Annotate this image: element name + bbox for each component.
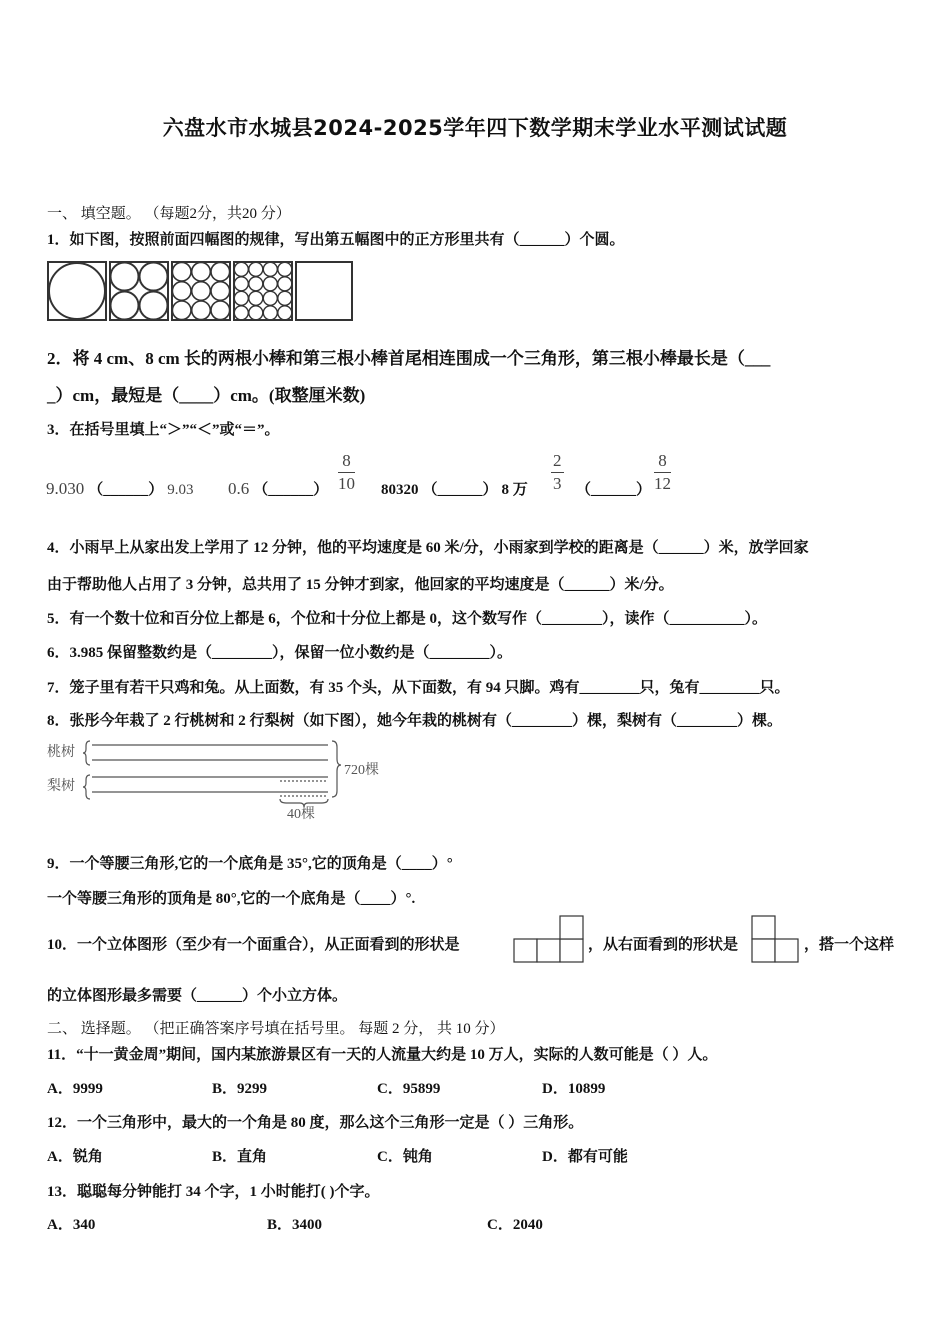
compare-1-left: 9.030 xyxy=(46,479,85,498)
fraction-8-12 xyxy=(654,450,671,495)
question-9-line-2: 一个等腰三角形的顶角是 80°,它的一个底角是（____）°. xyxy=(47,891,416,907)
question-13: 13．聪聪每分钟能打 34 个字，1 小时能打( )个字。 xyxy=(47,1184,380,1200)
question-10-line-2: 的立体图形最多需要（______）个小立方体。 xyxy=(47,988,348,1004)
compare-2-left: 0.6 xyxy=(228,479,250,498)
question-2-line-2: _）cm，最短是（____）cm。(取整厘米数) xyxy=(47,386,366,405)
tree-rows-diagram xyxy=(80,737,350,807)
question-7: 7．笼子里有若干只鸡和兔。从上面数，有 35 个头，从下面数，有 94 只脚。鸡有________只，兔有________只。 xyxy=(47,680,790,696)
compare-1 xyxy=(46,478,194,499)
question-10-part-1: 10．一个立体图形（至少有一个面重合），从正面看到的形状是 xyxy=(47,937,460,953)
question-3: 3．在括号里填上“＞”“＜”或“＝”。 xyxy=(47,422,280,438)
q12-option-c: C．钝角 xyxy=(377,1149,433,1165)
q12-option-a: A．锐角 xyxy=(47,1149,103,1165)
compare-2-blank: （______） xyxy=(253,482,329,498)
fraction-numerator: 2 xyxy=(551,450,564,473)
q12-option-d: D．都有可能 xyxy=(542,1149,628,1165)
square-2 xyxy=(110,262,168,320)
fraction-8-10 xyxy=(338,450,355,495)
fraction-2-3 xyxy=(551,450,564,495)
square-2-circle xyxy=(140,292,168,320)
section-1-heading: 一、 填空题。 （每题2分，共20 分） xyxy=(47,206,291,222)
q11-option-c: C．95899 xyxy=(377,1081,441,1097)
q11-option-d: D．10899 xyxy=(542,1081,606,1097)
question-6: 6．3.985 保留整数约是（________），保留一位小数约是（________）。 xyxy=(47,645,513,661)
question-1: 1．如下图，按照前面四幅图的规律，写出第五幅图中的正方形里共有（______）个圆。 xyxy=(47,232,625,248)
question-4-line-2: 由于帮助他人占用了 3 分钟，总共用了 15 分钟才到家，他回家的平均速度是（______）米/分。 xyxy=(47,577,674,593)
peach-brace xyxy=(83,741,90,765)
q11-option-a: A．9999 xyxy=(47,1081,103,1097)
question-12: 12．一个三角形中，最大的一个角是 80 度，那么这个三角形一定是（ ）三角形。 xyxy=(47,1115,584,1131)
square-5-empty xyxy=(296,262,352,320)
label-pear-trees: 梨树 xyxy=(47,778,75,794)
fraction-denominator: 12 xyxy=(654,474,671,493)
fraction-numerator: 8 xyxy=(338,450,355,473)
fraction-denominator: 10 xyxy=(338,474,355,493)
question-10-part-3: ，搭一个这样 xyxy=(804,937,895,953)
compare-3-right: 8 万 xyxy=(501,482,528,498)
pear-brace xyxy=(83,775,90,799)
square-2-circle xyxy=(140,263,168,291)
square-2-circle xyxy=(111,292,139,320)
compare-3 xyxy=(381,478,528,499)
fraction-denominator: 3 xyxy=(553,474,562,493)
compare-1-blank: （______） xyxy=(88,482,164,498)
q12-option-b: B．直角 xyxy=(212,1149,268,1165)
compare-1-right: 9.03 xyxy=(167,482,194,498)
label-peach-trees: 桃树 xyxy=(47,744,75,760)
fraction-numerator: 8 xyxy=(654,450,671,473)
question-9-line-1: 9．一个等腰三角形,它的一个底角是 35°,它的顶角是（____）° xyxy=(47,856,453,872)
total-brace xyxy=(332,741,341,797)
difference-40-label: 40棵 xyxy=(287,807,315,822)
q13-option-c: C．2040 xyxy=(487,1217,543,1233)
compare-3-blank: （______） xyxy=(422,482,498,498)
circle-pattern-figure xyxy=(46,261,356,323)
square-3 xyxy=(172,262,230,320)
question-2-line-1: 2．将 4 cm、8 cm 长的两根小棒和第三根小棒首尾相连围成一个三角形，第三根小棒最长是（___ xyxy=(47,349,771,368)
page-title: 六盘水市水城县2024-2025学年四下数学期末学业水平测试试题 xyxy=(162,116,788,140)
question-11: 11．“十一黄金周”期间，国内某旅游景区有一天的人流量大约是 10 万人，实际的人数可能是（ ）人。 xyxy=(47,1047,718,1063)
compare-3-left: 80320 xyxy=(381,482,419,498)
question-4-line-1: 4．小雨早上从家出发上学用了 12 分钟，他的平均速度是 60 米/分，小雨家到学校的距离是（______）米，放学回家 xyxy=(47,540,809,556)
total-720-label: 720棵 xyxy=(344,763,379,778)
q13-option-a: A．340 xyxy=(47,1217,96,1233)
question-8: 8．张彤今年栽了 2 行桃树和 2 行梨树（如下图），她今年栽的桃树有（________）棵，梨树有（________）棵。 xyxy=(47,713,783,729)
square-2-circle xyxy=(111,263,139,291)
compare-4-blank: （______） xyxy=(576,482,652,498)
q11-option-b: B．9299 xyxy=(212,1081,268,1097)
compare-2-left-wrap xyxy=(228,478,328,499)
q13-option-b: B．3400 xyxy=(267,1217,323,1233)
compare-4-blank-wrap xyxy=(576,478,651,499)
question-5: 5．有一个数十位和百分位上都是 6，个位和十分位上都是 0，这个数写作（________），读作（__________）。 xyxy=(47,611,768,627)
question-10-part-2: ，从右面看到的形状是 xyxy=(588,937,739,953)
front-view-shape xyxy=(513,915,585,965)
right-view-shape xyxy=(751,915,801,965)
section-2-heading: 二、 选择题。 （把正确答案序号填在括号里。 每题 2 分， 共 10 分） xyxy=(47,1021,505,1037)
square-1-circle xyxy=(49,263,105,319)
